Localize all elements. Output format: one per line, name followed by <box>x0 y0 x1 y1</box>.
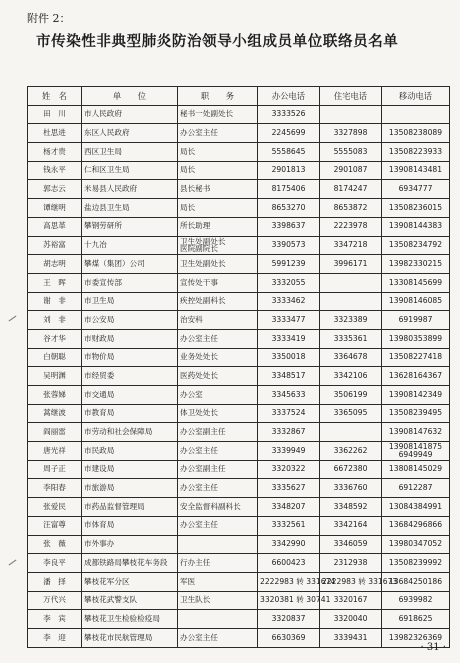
cell-home-phone: 3327898 <box>320 124 382 143</box>
table-header-row <box>28 87 450 106</box>
cell-position: 办公室副主任 <box>178 460 258 479</box>
cell-name: 谷才华 <box>28 329 82 348</box>
cell-position: 医药处处长 <box>178 367 258 386</box>
cell-mobile-phone: 13684250186 <box>382 572 450 591</box>
page-number: · 31 · <box>420 642 446 653</box>
cell-unit: 攀枝花军分区 <box>82 572 178 591</box>
table-row <box>28 386 450 405</box>
cell-name: 李阳春 <box>28 479 82 498</box>
cell-position <box>178 610 258 629</box>
cell-unit: 仁和区卫生局 <box>82 161 178 180</box>
cell-unit: 攀枝花武警支队 <box>82 591 178 610</box>
cell-home-phone <box>320 292 382 311</box>
cell-name: 苏裕富 <box>28 236 82 255</box>
cell-office-phone: 3320381 转 30741 <box>258 591 320 610</box>
cell-unit: 市委宣传部 <box>82 273 178 292</box>
cell-unit: 市经贸委 <box>82 367 178 386</box>
cell-office-phone: 3339949 <box>258 442 320 461</box>
table-row <box>28 591 450 610</box>
cell-office-phone: 3342990 <box>258 535 320 554</box>
cell-mobile-phone: 6934777 <box>382 180 450 199</box>
table-row <box>28 292 450 311</box>
attachment-label: 附件 2： <box>27 12 71 25</box>
cell-mobile-phone: 13508239992 <box>382 554 450 573</box>
cell-name: 唐光祥 <box>28 442 82 461</box>
cell-home-phone: 2223978 <box>320 217 382 236</box>
liaison-table <box>27 86 450 648</box>
cell-name: 杨才贵 <box>28 143 82 162</box>
table-row <box>28 105 450 124</box>
cell-office-phone: 8175406 <box>258 180 320 199</box>
cell-unit: 西区卫生局 <box>82 143 178 162</box>
cell-home-phone <box>320 423 382 442</box>
cell-unit: 市建设局 <box>82 460 178 479</box>
cell-home-phone: 3339431 <box>320 628 382 647</box>
cell-mobile-phone: 13982330215 <box>382 255 450 274</box>
cell-name: 阎丽雷 <box>28 423 82 442</box>
cell-name: 万代兴 <box>28 591 82 610</box>
cell-home-phone: 5555083 <box>320 143 382 162</box>
cell-home-phone: 3362262 <box>320 442 382 461</box>
cell-office-phone: 3320837 <box>258 610 320 629</box>
cell-unit: 市交通局 <box>82 386 178 405</box>
cell-home-phone: 3364678 <box>320 348 382 367</box>
cell-mobile-phone: 13308145699 <box>382 273 450 292</box>
table-row <box>28 180 450 199</box>
cell-mobile-phone-line: 6949949 <box>398 449 433 459</box>
cell-position: 办公室主任 <box>178 516 258 535</box>
cell-office-phone: 3320322 <box>258 460 320 479</box>
cell-name: 王 晖 <box>28 273 82 292</box>
cell-name: 郭志云 <box>28 180 82 199</box>
cell-office-phone: 3332867 <box>258 423 320 442</box>
cell-name: 张爱民 <box>28 498 82 517</box>
cell-office-phone: 3333419 <box>258 329 320 348</box>
cell-position-line: 医院副院长 <box>180 244 218 254</box>
cell-position: 办公室主任 <box>178 442 258 461</box>
cell-office-phone: 3335627 <box>258 479 320 498</box>
cell-name: 潘 择 <box>28 572 82 591</box>
cell-office-phone: 3390573 <box>258 236 320 255</box>
cell-office-phone: 3333462 <box>258 292 320 311</box>
cell-home-phone <box>320 273 382 292</box>
cell-home-phone: 3323389 <box>320 311 382 330</box>
cell-unit: 市旅游局 <box>82 479 178 498</box>
table-row <box>28 442 450 461</box>
cell-position: 办公室主任 <box>178 329 258 348</box>
table-row <box>28 460 450 479</box>
cell-unit: 市药品监督管理局 <box>82 498 178 517</box>
cell-name: 刘 非 <box>28 311 82 330</box>
cell-home-phone: 2312938 <box>320 554 382 573</box>
cell-mobile-phone: 13980347052 <box>382 535 450 554</box>
table-row <box>28 311 450 330</box>
cell-mobile-phone: 13628164367 <box>382 367 450 386</box>
cell-mobile-phone: 6912287 <box>382 479 450 498</box>
cell-mobile-phone: 13508223933 <box>382 143 450 162</box>
cell-mobile-phone: 13908143481 <box>382 161 450 180</box>
cell-home-phone: 3347218 <box>320 236 382 255</box>
table-row <box>28 143 450 162</box>
cell-unit: 市公安局 <box>82 311 178 330</box>
cell-office-phone: 2245699 <box>258 124 320 143</box>
cell-mobile-phone: 6919987 <box>382 311 450 330</box>
header-mobile-phone: 移动电话 <box>382 87 450 106</box>
cell-office-phone: 3332055 <box>258 273 320 292</box>
cell-mobile-phone-line: 13908141875 <box>388 442 443 452</box>
cell-position: 局长 <box>178 143 258 162</box>
cell-home-phone: 8174247 <box>320 180 382 199</box>
header-home-phone: 住宅电话 <box>320 87 382 106</box>
cell-office-phone: 6630369 <box>258 628 320 647</box>
cell-office-phone: 5991239 <box>258 255 320 274</box>
cell-position: 卫生队长 <box>178 591 258 610</box>
cell-mobile-phone: 6939982 <box>382 591 450 610</box>
cell-home-phone: 6672380 <box>320 460 382 479</box>
cell-mobile-phone: 13084384991 <box>382 498 450 517</box>
cell-mobile-phone: 13508239495 <box>382 404 450 423</box>
cell-home-phone: 2222983 转 331673 <box>320 572 382 591</box>
cell-unit: 市劳动和社会保障局 <box>82 423 178 442</box>
cell-office-phone: 2222983 转 331674 <box>258 572 320 591</box>
cell-office-phone: 3350018 <box>258 348 320 367</box>
cell-office-phone: 8653270 <box>258 199 320 218</box>
cell-position: 业务处处长 <box>178 348 258 367</box>
cell-unit: 攀枝花卫生检验检疫局 <box>82 610 178 629</box>
cell-name: 白朝聪 <box>28 348 82 367</box>
cell-name: 蒿继波 <box>28 404 82 423</box>
cell-mobile-phone: 13508236015 <box>382 199 450 218</box>
cell-home-phone: 3365095 <box>320 404 382 423</box>
cell-name: 张蓉娣 <box>28 386 82 405</box>
cell-mobile-phone: 13808145029 <box>382 460 450 479</box>
cell-position: 疾控处副科长 <box>178 292 258 311</box>
cell-unit: 攀枝花市民航管理局 <box>82 628 178 647</box>
table-row <box>28 161 450 180</box>
cell-office-phone: 3348517 <box>258 367 320 386</box>
cell-name: 吴明渊 <box>28 367 82 386</box>
cell-home-phone: 3346059 <box>320 535 382 554</box>
cell-mobile-phone: 13508238089 <box>382 124 450 143</box>
cell-name: 周子正 <box>28 460 82 479</box>
header-position: 职 务 <box>178 87 258 106</box>
table-row <box>28 217 450 236</box>
cell-mobile-phone: 6918625 <box>382 610 450 629</box>
cell-unit: 米易县人民政府 <box>82 180 178 199</box>
table-row <box>28 535 450 554</box>
cell-position: 办公室主任 <box>178 124 258 143</box>
cell-position: 所长助理 <box>178 217 258 236</box>
cell-home-phone: 3336760 <box>320 479 382 498</box>
cell-position: 军医 <box>178 572 258 591</box>
cell-mobile-phone: 13980353899 <box>382 329 450 348</box>
table-row <box>28 554 450 573</box>
cell-office-phone: 3332561 <box>258 516 320 535</box>
cell-unit: 成都铁路局攀枝花车务段 <box>82 554 178 573</box>
cell-mobile-phone: 13908146085 <box>382 292 450 311</box>
cell-name: 李良平 <box>28 554 82 573</box>
cell-home-phone: 8653872 <box>320 199 382 218</box>
cell-office-phone: 3348207 <box>258 498 320 517</box>
cell-position: 卫生处副处长 <box>178 255 258 274</box>
table-row <box>28 610 450 629</box>
table-row <box>28 124 450 143</box>
cell-name: 杜思进 <box>28 124 82 143</box>
table-row <box>28 404 450 423</box>
table-row <box>28 498 450 517</box>
cell-office-phone: 3398637 <box>258 217 320 236</box>
cell-office-phone: 6600423 <box>258 554 320 573</box>
header-name: 姓 名 <box>28 87 82 106</box>
header-unit: 单 位 <box>82 87 178 106</box>
cell-mobile-phone: 13508234792 <box>382 236 450 255</box>
cell-unit: 攀煤（集团）公司 <box>82 255 178 274</box>
table-row <box>28 273 450 292</box>
cell-unit: 十九冶 <box>82 236 178 255</box>
header-office-phone: 办公电话 <box>258 87 320 106</box>
cell-position: 行办主任 <box>178 554 258 573</box>
cell-office-phone: 5558645 <box>258 143 320 162</box>
cell-mobile-phone: 13508227418 <box>382 348 450 367</box>
cell-unit: 市教育局 <box>82 404 178 423</box>
cell-position <box>178 236 258 255</box>
cell-unit: 东区人民政府 <box>82 124 178 143</box>
cell-mobile-phone <box>382 442 450 461</box>
cell-name: 钱永平 <box>28 161 82 180</box>
cell-position: 局长 <box>178 161 258 180</box>
cell-unit: 市民政局 <box>82 442 178 461</box>
document-title: 市传染性非典型肺炎防治领导小组成员单位联络员名单 <box>36 33 399 50</box>
cell-home-phone: 3342106 <box>320 367 382 386</box>
cell-position: 办公室主任 <box>178 479 258 498</box>
cell-unit: 市物价局 <box>82 348 178 367</box>
cell-home-phone <box>320 105 382 124</box>
margin-mark <box>9 560 17 566</box>
table-row <box>28 423 450 442</box>
cell-office-phone: 3337524 <box>258 404 320 423</box>
cell-unit: 市财政局 <box>82 329 178 348</box>
cell-home-phone: 3342164 <box>320 516 382 535</box>
cell-home-phone: 3506199 <box>320 386 382 405</box>
cell-unit: 市外事办 <box>82 535 178 554</box>
cell-home-phone: 3348592 <box>320 498 382 517</box>
cell-office-phone: 3333526 <box>258 105 320 124</box>
cell-name: 胡志明 <box>28 255 82 274</box>
cell-position: 体卫处处长 <box>178 404 258 423</box>
cell-home-phone: 3335361 <box>320 329 382 348</box>
table-row <box>28 572 450 591</box>
cell-position: 办公室副主任 <box>178 423 258 442</box>
cell-name: 田 川 <box>28 105 82 124</box>
margin-mark <box>9 316 17 322</box>
cell-position: 宣传处干事 <box>178 273 258 292</box>
cell-unit: 盐边县卫生局 <box>82 199 178 218</box>
cell-mobile-phone: 13908144383 <box>382 217 450 236</box>
cell-position: 县长秘书 <box>178 180 258 199</box>
cell-name: 高思革 <box>28 217 82 236</box>
cell-position: 治安科 <box>178 311 258 330</box>
cell-mobile-phone <box>382 105 450 124</box>
cell-unit: 市体育局 <box>82 516 178 535</box>
cell-mobile-phone: 13982326369 <box>382 628 450 647</box>
table-row <box>28 329 450 348</box>
cell-home-phone: 2901087 <box>320 161 382 180</box>
cell-office-phone: 2901813 <box>258 161 320 180</box>
table-body <box>28 105 450 647</box>
cell-name: 谢 非 <box>28 292 82 311</box>
cell-name: 汪富尊 <box>28 516 82 535</box>
cell-mobile-phone: 13908142349 <box>382 386 450 405</box>
table-row <box>28 367 450 386</box>
cell-position <box>178 535 258 554</box>
cell-position: 秘书一处副处长 <box>178 105 258 124</box>
cell-position: 局长 <box>178 199 258 218</box>
table-row <box>28 236 450 255</box>
cell-home-phone: 3320167 <box>320 591 382 610</box>
cell-mobile-phone: 13684296866 <box>382 516 450 535</box>
table-row <box>28 479 450 498</box>
cell-mobile-phone: 13908147632 <box>382 423 450 442</box>
cell-home-phone: 3320040 <box>320 610 382 629</box>
table-row <box>28 199 450 218</box>
cell-position-line: 卫生处副处长 <box>180 236 226 246</box>
table-row <box>28 255 450 274</box>
cell-unit: 攀钢劳研所 <box>82 217 178 236</box>
table-row <box>28 628 450 647</box>
cell-name: 李 迎 <box>28 628 82 647</box>
cell-position: 安全监督科副科长 <box>178 498 258 517</box>
cell-position: 办公室主任 <box>178 628 258 647</box>
table-row <box>28 348 450 367</box>
cell-office-phone: 3333477 <box>258 311 320 330</box>
cell-name: 李 宾 <box>28 610 82 629</box>
cell-office-phone: 3345633 <box>258 386 320 405</box>
cell-name: 谭继明 <box>28 199 82 218</box>
cell-home-phone: 3996171 <box>320 255 382 274</box>
cell-unit: 市人民政府 <box>82 105 178 124</box>
cell-unit: 市卫生局 <box>82 292 178 311</box>
cell-position: 办公室 <box>178 386 258 405</box>
table-row <box>28 516 450 535</box>
cell-name: 张 薇 <box>28 535 82 554</box>
